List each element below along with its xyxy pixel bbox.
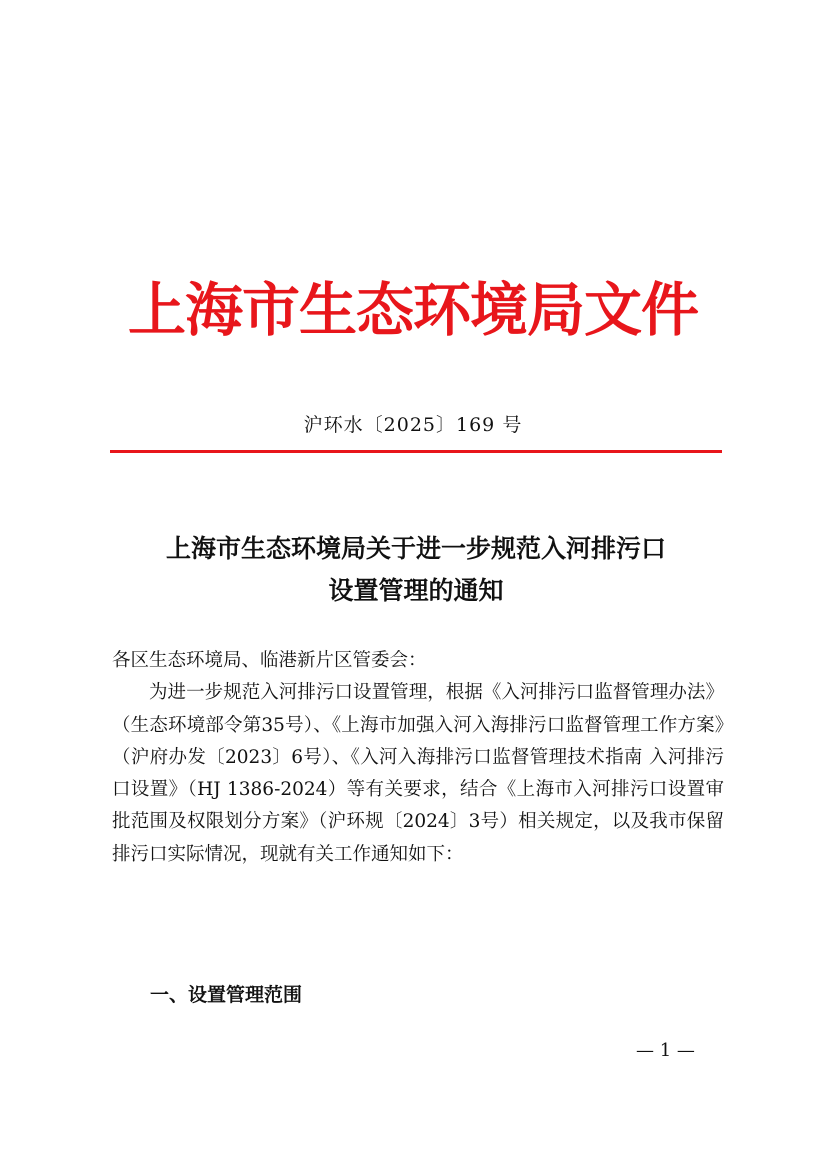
body-paragraph-1: 为进一步规范入河排污口设置管理，根据《入河排污口监督管理办法》（生态环境部令第35号）、《上海市加强入河入海排污口监督管理工作方案》（沪府办发〔2023〕6号）、《入河入海排污口监督管理技术指南 入河排污口设置》（HJ 1386-2024）等有关要求，结合《上海市入河排污口设置审批范围及权限划分方案》（沪环规〔2024〕3号）相关规定，以及我市保留排污口实际情况，现就有关工作通知如下： [112, 682, 724, 865]
notice-title-line-2: 设置管理的通知 [328, 576, 504, 605]
page-number: — 1 — [636, 1040, 695, 1061]
agency-header-title: 上海市生态环境局文件 [127, 276, 698, 344]
section-heading-1: 一、设置管理范围 [150, 984, 303, 1006]
salutation: 各区生态环境局、临港新片区管委会： [112, 650, 427, 671]
header-red-divider [110, 450, 722, 453]
document-number: 沪环水〔2025〕169 号 [303, 414, 523, 436]
notice-title-line-1: 上海市生态环境局关于进一步规范入河排污口 [165, 534, 666, 563]
notice-title [110, 528, 722, 612]
notice-body [112, 645, 724, 871]
